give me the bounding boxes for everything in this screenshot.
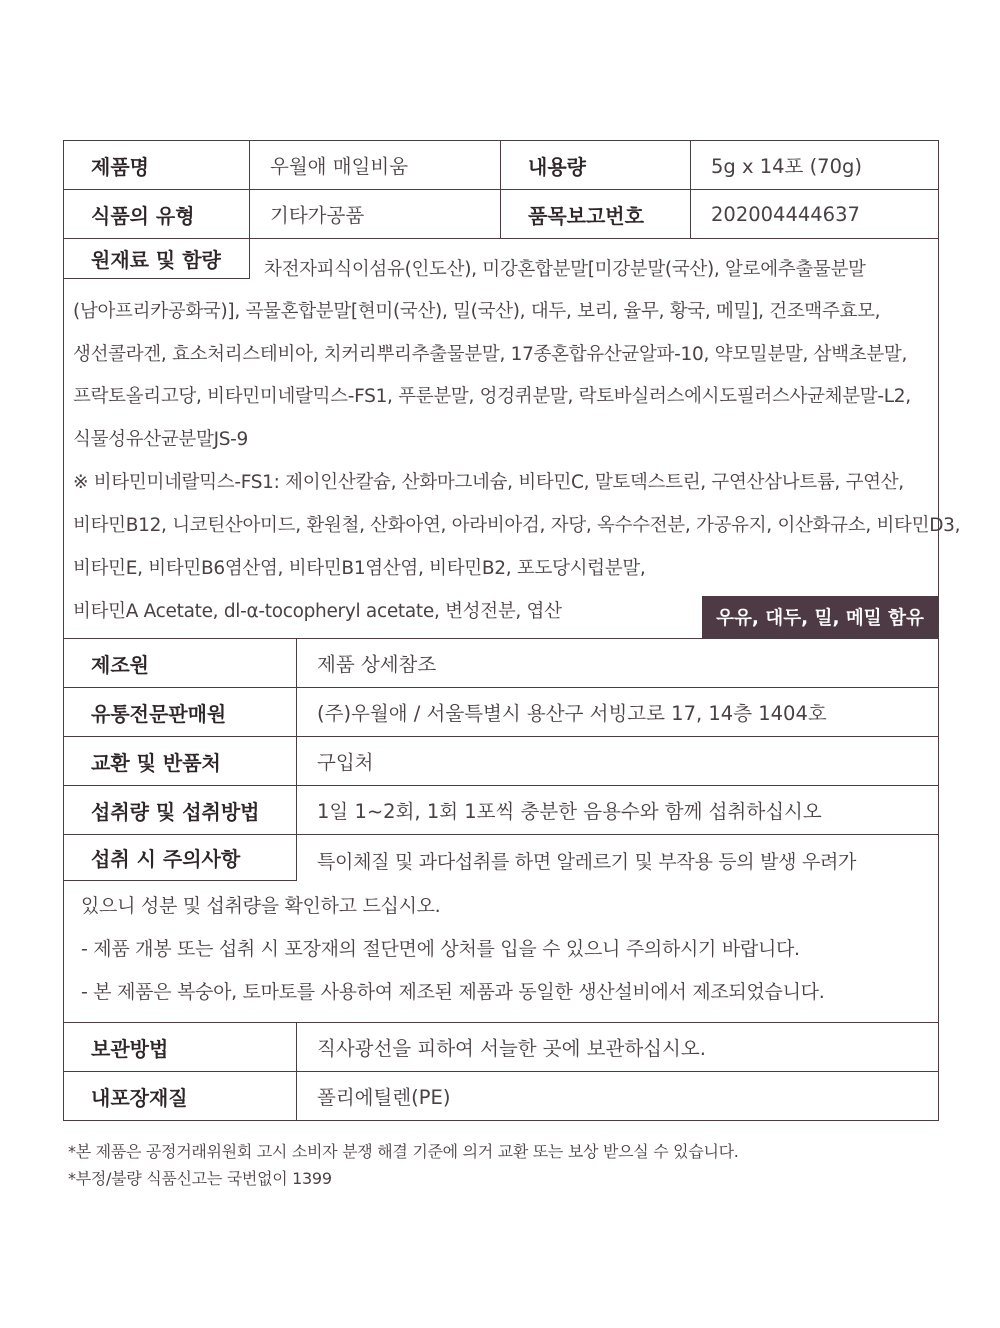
caution-section xyxy=(64,835,938,1023)
caution-line: - 제품 개봉 또는 섭취 시 포장재의 절단면에 상처를 입을 수 있으니 주의하시기 바랍니다. xyxy=(81,938,800,960)
ingredients-line: 차전자피식이섬유(인도산), 미강혼합분말[미강분말(국산), 알로에추출물분말 xyxy=(264,259,866,280)
food-type-label: 식품의 유형 xyxy=(64,190,250,238)
ingredients-label: 원재료 및 함량 xyxy=(64,239,250,279)
vitamin-mix-line: 비타민A Acetate, dl-α-tocopheryl acetate, 변성전분, 엽산 xyxy=(73,601,562,622)
product-info-table xyxy=(63,140,961,1121)
distributor-value: (주)우월애 / 서울특별시 용산구 서빙고로 17, 14층 1404호 xyxy=(317,702,827,725)
ingredients-line: 생선콜라겐, 효소처리스테비아, 치커리뿌리추출물분말, 17종혼합유산균알파-10, 약모밀분말, 삼백초분말, xyxy=(73,344,908,365)
report-no-value: 202004444637 xyxy=(711,202,860,226)
row-product-name xyxy=(64,141,938,190)
row-exchange xyxy=(64,737,938,786)
vitamin-mix-line: 비타민E, 비타민B6염산염, 비타민B1염산염, 비타민B2, 포도당시럽분말, xyxy=(73,558,646,579)
row-distributor xyxy=(64,688,938,737)
exchange-value: 구입처 xyxy=(317,751,374,774)
allergen-badge: 우유, 대두, 밀, 메밀 함유 xyxy=(702,596,938,638)
storage-value: 직사광선을 피하여 서늘한 곳에 보관하십시오. xyxy=(317,1037,706,1060)
report-no-label: 품목보고번호 xyxy=(501,190,691,238)
row-food-type xyxy=(64,190,938,239)
packaging-label: 내포장재질 xyxy=(64,1072,297,1120)
row-manufacturer xyxy=(64,639,938,688)
caution-line: 있으니 성분 및 섭취량을 확인하고 드십시오. xyxy=(81,895,441,917)
distributor-label: 유통전문판매원 xyxy=(64,688,297,736)
volume-value: 5g x 14포 (70g) xyxy=(711,155,862,178)
row-intake xyxy=(64,786,938,835)
intake-label: 섭취량 및 섭취방법 xyxy=(64,786,297,834)
footnote-report: *부정/불량 식품신고는 국번없이 1399 xyxy=(68,1169,332,1188)
packaging-value: 폴리에틸렌(PE) xyxy=(317,1086,451,1109)
row-packaging xyxy=(64,1072,938,1120)
vitamin-mix-line: ※ 비타민미네랄믹스-FS1: 제이인산칼슘, 산화마그네슘, 비타민C, 말토덱스트린, 구연산삼나트륨, 구연산, xyxy=(73,472,904,493)
caution-label: 섭취 시 주의사항 xyxy=(64,835,297,881)
product-name-value: 우월애 매일비움 xyxy=(250,141,501,189)
food-type-value: 기타가공품 xyxy=(250,190,501,238)
volume-label: 내용량 xyxy=(501,141,691,189)
intake-value: 1일 1~2회, 1회 1포씩 충분한 음용수와 함께 섭취하십시오 xyxy=(317,800,822,823)
exchange-label: 교환 및 반품처 xyxy=(64,737,297,785)
vitamin-mix-line: 비타민B12, 니코틴산아미드, 환원철, 산화아연, 아라비아검, 자당, 옥수수전분, 가공유지, 이산화규소, 비타민D3, xyxy=(73,515,961,536)
manufacturer-value: 제품 상세참조 xyxy=(317,653,437,676)
footnotes xyxy=(68,1138,739,1192)
ingredients-line: 식물성유산균분말JS-9 xyxy=(73,429,249,450)
ingredients-line: 프락토올리고당, 비타민미네랄믹스-FS1, 푸룬분말, 엉겅퀴분말, 락토바실러스에시도필러스사균체분말-L2, xyxy=(73,386,911,407)
ingredients-line: (남아프리카공화국)], 곡물혼합분말[현미(국산), 밀(국산), 대두, 보리, 율무, 황국, 메밀], 건조맥주효모, xyxy=(73,301,881,322)
caution-line: 특이체질 및 과다섭취를 하면 알레르기 및 부작용 등의 발생 우려가 xyxy=(317,851,857,873)
manufacturer-label: 제조원 xyxy=(64,639,297,687)
storage-label: 보관방법 xyxy=(64,1023,297,1071)
row-storage xyxy=(64,1023,938,1072)
ingredients-section xyxy=(64,239,961,639)
footnote-exchange: *본 제품은 공정거래위원회 고시 소비자 분쟁 해결 기준에 의거 교환 또는 보상 받으실 수 있습니다. xyxy=(68,1142,739,1161)
caution-line: - 본 제품은 복숭아, 토마토를 사용하여 제조된 제품과 동일한 생산설비에서 제조되었습니다. xyxy=(81,981,825,1003)
product-name-label: 제품명 xyxy=(64,141,250,189)
